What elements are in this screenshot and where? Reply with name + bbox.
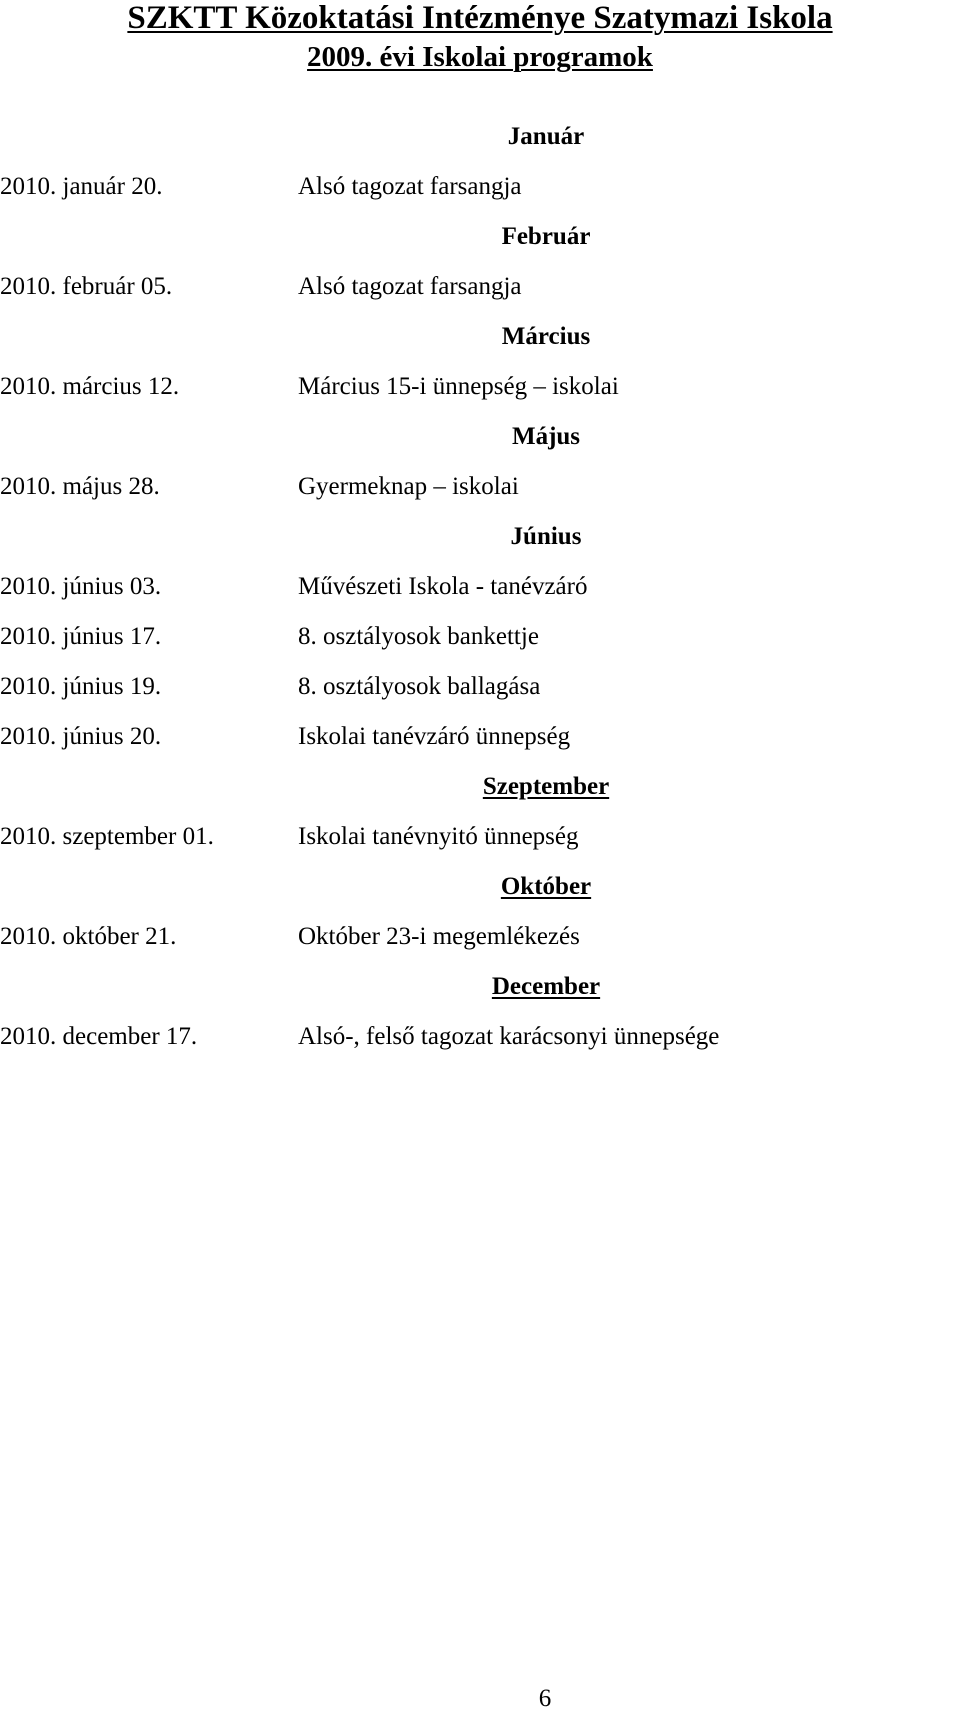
month-section	[0, 312, 960, 412]
event-description: Március 15-i ünnepség – iskolai	[298, 373, 619, 400]
event-description: Alsó tagozat farsangja	[298, 173, 522, 200]
month-heading	[0, 312, 960, 362]
month-section	[0, 512, 960, 762]
event-description: Alsó tagozat farsangja	[298, 273, 522, 300]
event-date: 2010. szeptember 01.	[0, 823, 214, 850]
event-description: 8. osztályosok ballagása	[298, 673, 541, 700]
event-row	[0, 362, 960, 412]
month-heading-label: Május	[511, 423, 581, 450]
month-heading-label: Február	[501, 223, 591, 250]
event-date: 2010. június 20.	[0, 723, 162, 750]
event-date: 2010. február 05.	[0, 273, 173, 300]
month-heading-label: Március	[501, 323, 591, 350]
event-description: 8. osztályosok bankettje	[298, 623, 539, 650]
month-heading	[0, 412, 960, 462]
event-date: 2010. június 03.	[0, 573, 162, 600]
month-heading	[0, 112, 960, 162]
month-heading-label: Október	[500, 873, 592, 900]
month-heading-label: Január	[507, 123, 585, 150]
month-heading	[0, 862, 960, 912]
event-date: 2010. május 28.	[0, 473, 160, 500]
event-date: 2010. október 21.	[0, 923, 177, 950]
month-heading	[0, 512, 960, 562]
event-row	[0, 262, 960, 312]
month-heading	[0, 762, 960, 812]
event-date: 2010. január 20.	[0, 173, 163, 200]
event-description: Alsó-, felső tagozat karácsonyi ünnepsége	[298, 1023, 720, 1050]
event-row	[0, 912, 960, 962]
month-heading-label: December	[491, 973, 601, 1000]
month-heading-label: Szeptember	[482, 773, 610, 800]
event-row	[0, 612, 960, 662]
month-section	[0, 112, 960, 212]
event-date: 2010. június 19.	[0, 673, 162, 700]
month-section	[0, 962, 960, 1062]
document-title: SZKTT Közoktatási Intézménye Szatymazi Iskola	[127, 0, 833, 36]
program-schedule	[0, 112, 960, 1062]
event-description: Gyermeknap – iskolai	[298, 473, 519, 500]
event-description: Október 23-i megemlékezés	[298, 923, 580, 950]
event-date: 2010. december 17.	[0, 1023, 198, 1050]
page-number: 6	[538, 1685, 552, 1712]
month-section	[0, 762, 960, 862]
event-date: 2010. június 17.	[0, 623, 162, 650]
event-description: Művészeti Iskola - tanévzáró	[298, 573, 588, 600]
event-row	[0, 812, 960, 862]
event-row	[0, 462, 960, 512]
month-heading-label: Június	[510, 523, 582, 550]
event-row	[0, 712, 960, 762]
month-section	[0, 412, 960, 512]
month-section	[0, 212, 960, 312]
event-row	[0, 1012, 960, 1062]
event-row	[0, 162, 960, 212]
month-section	[0, 862, 960, 962]
event-description: Iskolai tanévnyitó ünnepség	[298, 823, 579, 850]
event-description: Iskolai tanévzáró ünnepség	[298, 723, 571, 750]
event-row	[0, 662, 960, 712]
event-row	[0, 562, 960, 612]
event-date: 2010. március 12.	[0, 373, 180, 400]
month-heading	[0, 962, 960, 1012]
document-subtitle: 2009. évi Iskolai programok	[307, 41, 653, 73]
month-heading	[0, 212, 960, 262]
